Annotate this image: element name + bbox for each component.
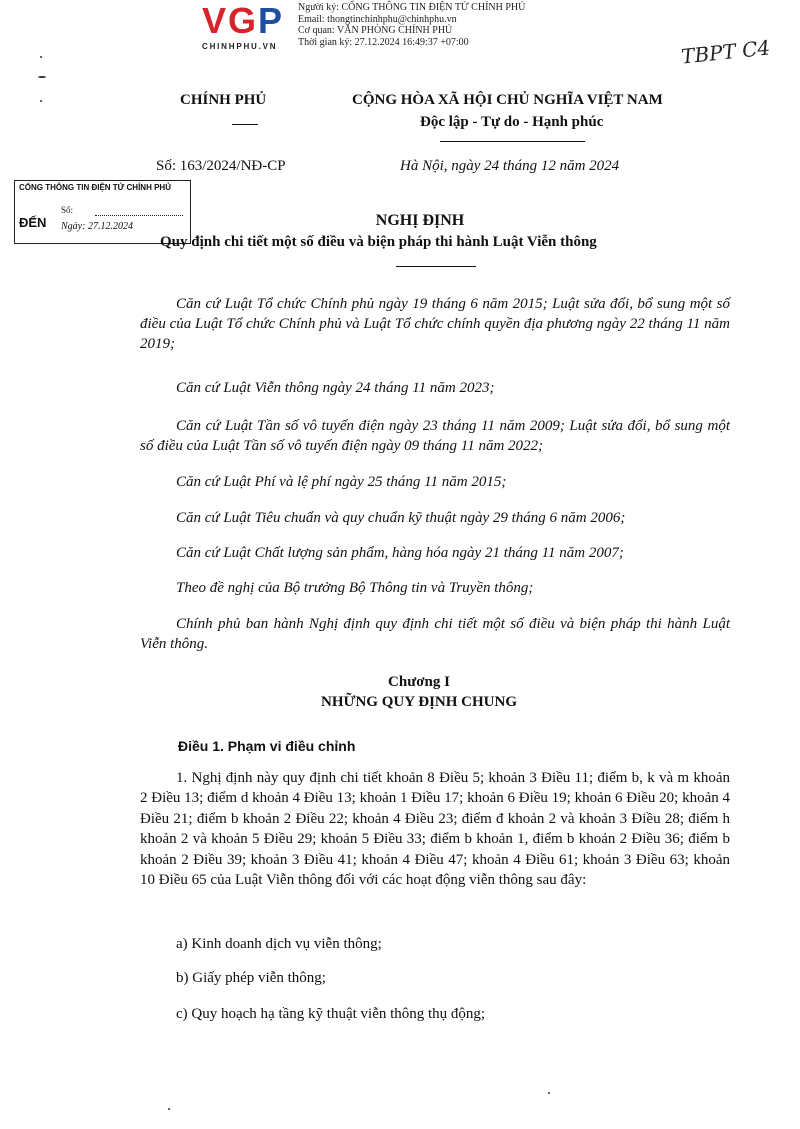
preamble-paragraph: Căn cứ Luật Tổ chức Chính phủ ngày 19 tháng 6 năm 2015; Luật sửa đổi, bổ sung một số điều của Luật Tổ chức Chính phủ và Luật Tổ chức chính quyền địa phương ngày 22 tháng 11 năm 2019; — [140, 296, 730, 352]
scan-speck — [548, 1092, 550, 1094]
preamble-paragraph: Căn cứ Luật Phí và lệ phí ngày 25 tháng 11 năm 2015; — [176, 474, 507, 490]
vgp-logo — [202, 2, 302, 54]
preamble-paragraph: Căn cứ Luật Chất lượng sản phẩm, hàng hóa ngày 21 tháng 11 năm 2007; — [176, 545, 624, 561]
digital-signature — [298, 2, 525, 48]
preamble-paragraph: Căn cứ Luật Tiêu chuẩn và quy chuẩn kỹ thuật ngày 29 tháng 6 năm 2006; — [176, 510, 626, 526]
signature-email: Email: thongtinchinhphu@chinhphu.vn — [298, 13, 457, 25]
logo-subtext: CHINHPHU.VN — [202, 42, 278, 51]
article-list-item: a) Kinh doanh dịch vụ viễn thông; — [176, 936, 382, 952]
article-clause: 1. Nghị định này quy định chi tiết khoản 8 Điều 5; khoản 3 Điều 11; điểm b, k và m khoản 2 Điều 13; điểm d khoản 4 Điều 13; khoản 1 Điều 17; khoản 6 Điều 19; khoản 6 Điều 20; khoản 4 Điều 21; điểm b khoản 2 Điều 22; khoản 4 Điều 23; điểm đ khoản 2 và khoản 3 Điều 28; điểm h khoản 2 và khoản 5 Điều 29; khoản 5 Điều 33; điểm b khoản 1, điểm b khoản 2 Điều 36; điểm b khoản 2 Điều 39; khoản 3 Điều 41; khoản 4 Điều 47; khoản 4 Điều 61; khoản 3 Điều 63; khoản 10 Điều 65 của Luật Viễn thông đối với các hoạt động viễn thông sau đây: — [140, 770, 730, 889]
stamp-number-label: Số: — [61, 205, 74, 215]
logo-letter-v: V — [202, 0, 229, 41]
article-list-item: b) Giấy phép viễn thông; — [176, 970, 326, 986]
stamp-header: CỔNG THÔNG TIN ĐIỆN TỬ CHÍNH PHỦ — [19, 183, 171, 192]
preamble-paragraph: Chính phủ ban hành Nghị định quy định chi tiết một số điều và biện pháp thi hành Luật Viễn thông. — [140, 616, 730, 652]
handwritten-note: TBPT C4 — [679, 35, 772, 69]
signature-time: Thời gian ký: 27.12.2024 16:49:37 +07:00 — [298, 36, 469, 48]
document-subject: Quy định chi tiết một số điều và biện pháp thi hành Luật Viễn thông — [160, 234, 597, 250]
national-motto: Độc lập - Tự do - Hạnh phúc — [420, 114, 604, 130]
article-list-item: c) Quy hoạch hạ tầng kỹ thuật viễn thông thụ động; — [176, 1006, 486, 1022]
signature-agency: Cơ quan: VĂN PHÒNG CHÍNH PHỦ — [298, 25, 453, 36]
vgp-logo-letters — [202, 2, 284, 40]
preamble-paragraph: Căn cứ Luật Tần số vô tuyến điện ngày 23 tháng 11 năm 2009; Luật sửa đổi, bổ sung một số điều của Luật Tần số vô tuyến điện ngày 09 tháng 11 năm 2022; — [140, 418, 730, 454]
chapter-number: Chương I — [388, 674, 450, 690]
chapter-name: NHỮNG QUY ĐỊNH CHUNG — [321, 694, 517, 710]
stamp-date: Ngày: 27.12.2024 — [61, 221, 133, 232]
scan-speck — [40, 56, 42, 58]
document-number: Số: 163/2024/NĐ-CP — [156, 158, 286, 174]
article-heading: Điều 1. Phạm vi điều chỉnh — [178, 738, 356, 754]
scan-speck — [40, 100, 42, 102]
scan-speck — [168, 1108, 170, 1110]
motto-underline — [440, 141, 585, 142]
signature-signer: Người ký: CỔNG THÔNG TIN ĐIỆN TỬ CHÍNH PHỦ — [298, 2, 526, 13]
preamble-paragraph: Theo đề nghị của Bộ trưởng Bộ Thông tin và Truyền thông; — [176, 580, 534, 596]
issuing-org: CHÍNH PHỦ — [180, 92, 267, 108]
place-date: Hà Nội, ngày 24 tháng 12 năm 2024 — [400, 158, 620, 174]
logo-letter-p: P — [258, 0, 285, 41]
preamble-paragraph: Căn cứ Luật Viễn thông ngày 24 tháng 11 năm 2023; — [176, 380, 495, 396]
national-title: CỘNG HÒA XÃ HỘI CHỦ NGHĨA VIỆT NAM — [352, 92, 663, 108]
org-underline — [232, 124, 258, 125]
logo-letter-g: G — [228, 0, 259, 41]
stamp-den-label: ĐẾN — [19, 215, 47, 230]
subject-underline — [396, 266, 476, 267]
document-type: NGHỊ ĐỊNH — [375, 212, 465, 229]
scan-speck — [38, 76, 46, 78]
